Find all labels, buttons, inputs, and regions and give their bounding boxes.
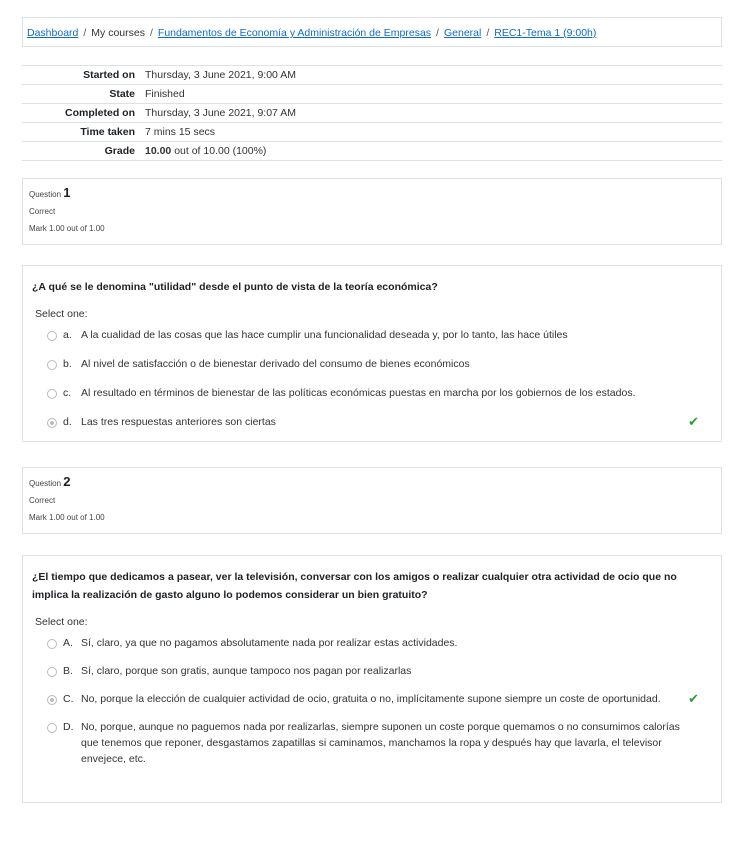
option-text: No, porque, aunque no paguemos nada por realizarlas, siempre suponen un coste porque quemamos o no consumimos calorías que tenemos que reponer, desgastamos zapatillas si caminamos, manchamos la ropa y después hay que lavarla, el televisor envejece, etc. xyxy=(81,721,680,765)
summary-row-started xyxy=(22,66,722,85)
question-number: Question 2 xyxy=(29,474,71,489)
question-mark: Mark 1.00 out of 1.00 xyxy=(29,513,105,522)
question-text: ¿El tiempo que dedicamos a pasear, ver la televisión, conversar con los amigos o realizar cualquier otra actividad de ocio que no implica la realización de gasto alguno lo podemos considerar un bien gratuito? xyxy=(32,571,677,601)
question-number: Question 1 xyxy=(29,185,71,200)
option-letter: a. xyxy=(63,329,72,341)
option-letter: B. xyxy=(63,665,73,677)
option-text: Al resultado en términos de bienestar de las políticas económicas puestas en marcha por los gobiernos de los estados. xyxy=(81,387,636,399)
breadcrumb-separator: / xyxy=(149,27,153,39)
option-letter: A. xyxy=(63,637,73,649)
select-one-prompt: Select one: xyxy=(35,308,88,320)
question-mark: Mark 1.00 out of 1.00 xyxy=(29,224,105,233)
summary-label: Time taken xyxy=(80,126,135,138)
question-1-content xyxy=(22,265,722,442)
summary-value: Finished xyxy=(145,88,185,100)
option-text: Sí, claro, ya que no pagamos absolutamente nada por realizar estas actividades. xyxy=(81,637,458,649)
breadcrumb-separator: / xyxy=(486,27,490,39)
radio-button[interactable] xyxy=(47,331,57,341)
answer-option-a[interactable] xyxy=(23,324,721,346)
summary-value: 7 mins 15 secs xyxy=(145,126,216,138)
question-2-info xyxy=(22,467,722,534)
option-text: Sí, claro, porque son gratis, aunque tampoco nos pagan por realizarlas xyxy=(81,665,412,677)
summary-label: Started on xyxy=(83,69,135,81)
breadcrumb xyxy=(22,17,722,47)
option-letter: D. xyxy=(63,721,74,733)
option-text: Al nivel de satisfacción o de bienestar derivado del consumo de bienes económicos xyxy=(81,358,470,370)
answer-option-c[interactable] xyxy=(23,382,721,404)
option-text: No, porque la elección de cualquier actividad de ocio, gratuita o no, implícitamente supone siempre un coste de oportunidad. xyxy=(81,693,661,705)
option-letter: b. xyxy=(63,358,72,370)
select-one-prompt: Select one: xyxy=(35,616,88,628)
option-text: Las tres respuestas anteriores son ciertas xyxy=(81,416,276,428)
summary-label: Completed on xyxy=(65,107,135,119)
summary-value: Thursday, 3 June 2021, 9:07 AM xyxy=(145,107,296,119)
attempt-summary-table xyxy=(22,65,722,161)
radio-button-selected[interactable] xyxy=(47,418,57,428)
answer-option-d[interactable] xyxy=(23,716,721,770)
answer-option-a[interactable] xyxy=(23,632,721,654)
breadcrumb-separator: / xyxy=(83,27,87,39)
question-text: ¿A qué se le denomina "utilidad" desde el punto de vista de la teoría económica? xyxy=(32,281,438,293)
radio-button[interactable] xyxy=(47,667,57,677)
question-2-content xyxy=(22,555,722,803)
question-status: Correct xyxy=(29,496,56,505)
summary-row-grade xyxy=(22,142,722,161)
radio-button[interactable] xyxy=(47,639,57,649)
grade-rest: out of 10.00 (100%) xyxy=(174,145,267,157)
radio-button[interactable] xyxy=(47,389,57,399)
breadcrumb-separator: / xyxy=(436,27,439,39)
summary-value: Thursday, 3 June 2021, 9:00 AM xyxy=(145,69,296,81)
option-text: A la cualidad de las cosas que las hace cumplir una funcionalidad deseada y, por lo tanto, las hace útiles xyxy=(81,329,568,341)
radio-button-selected[interactable] xyxy=(47,695,57,705)
summary-label: State xyxy=(109,88,135,100)
breadcrumb-dashboard[interactable]: Dashboard xyxy=(27,27,79,39)
summary-row-state xyxy=(22,85,722,104)
option-letter: d. xyxy=(63,416,72,428)
answer-option-b[interactable] xyxy=(23,660,721,682)
answer-option-b[interactable] xyxy=(23,353,721,375)
radio-button[interactable] xyxy=(47,360,57,370)
summary-label: Grade xyxy=(104,145,135,157)
breadcrumb-general[interactable]: General xyxy=(443,27,482,39)
summary-row-completed xyxy=(22,104,722,123)
summary-row-time xyxy=(22,123,722,142)
grade-score: 10.00 xyxy=(145,145,172,157)
correct-check-icon: ✔ xyxy=(688,691,699,706)
breadcrumb-my-courses: My courses xyxy=(91,27,145,39)
correct-check-icon: ✔ xyxy=(688,414,699,429)
summary-value xyxy=(143,142,722,161)
answer-option-c[interactable] xyxy=(23,688,721,710)
answer-option-d[interactable] xyxy=(23,411,721,433)
breadcrumb-course[interactable]: Fundamentos de Economía y Administración de Empresas xyxy=(157,27,432,39)
radio-button[interactable] xyxy=(47,723,57,733)
option-letter: c. xyxy=(63,387,72,399)
question-status: Correct xyxy=(29,207,56,216)
question-1-info xyxy=(22,178,722,245)
breadcrumb-quiz[interactable]: REC1-Tema 1 (9:00h) xyxy=(494,27,597,39)
option-letter: C. xyxy=(63,693,74,705)
